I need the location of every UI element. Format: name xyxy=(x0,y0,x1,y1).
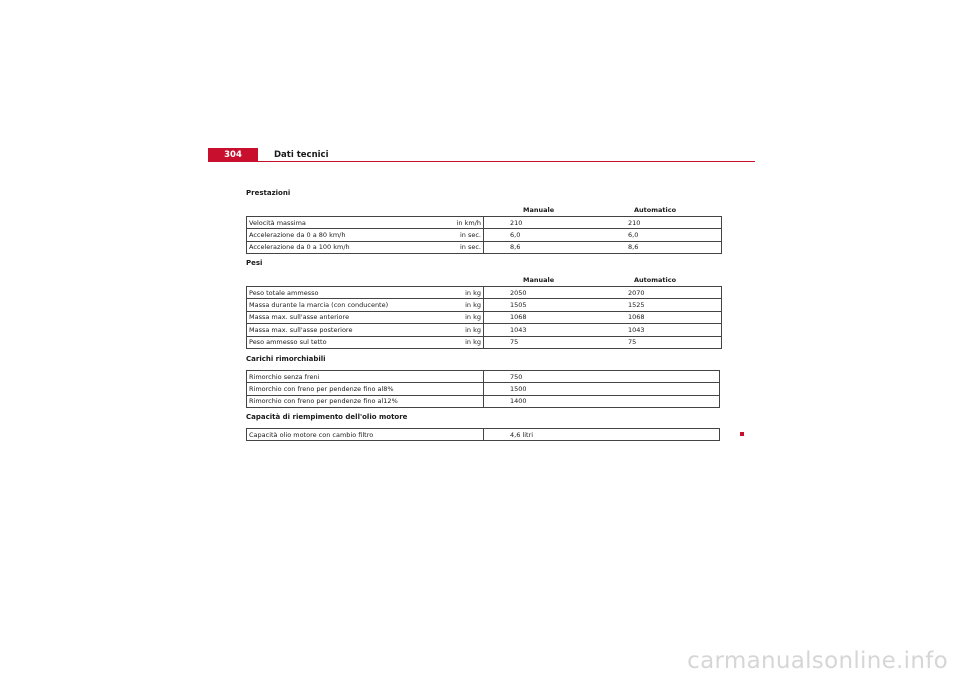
table-row xyxy=(247,429,720,441)
row-unit: in sec. xyxy=(423,241,484,253)
row-value: 750 xyxy=(484,371,720,383)
section-title-carichi-rimorchiabili: Carichi rimorchiabili xyxy=(246,355,326,363)
section-title-olio-motore: Capacità di riempimento dell'olio motore xyxy=(246,413,408,421)
value-manuale: 6,0 xyxy=(484,229,603,241)
row-unit: in km/h xyxy=(423,217,484,229)
running-head: Dati tecnici xyxy=(274,150,329,160)
value-manuale: 75 xyxy=(484,336,603,348)
value-automatico: 2070 xyxy=(602,287,722,299)
row-unit: in kg xyxy=(423,324,484,336)
value-manuale: 2050 xyxy=(484,287,603,299)
section-title-pesi: Pesi xyxy=(246,259,263,267)
value-automatico: 1068 xyxy=(602,311,722,323)
end-of-section-marker xyxy=(740,432,744,436)
column-header-manuale: Manuale xyxy=(523,206,555,214)
value-manuale: 1505 xyxy=(484,299,603,311)
value-manuale: 8,6 xyxy=(484,241,603,253)
row-label: Accelerazione da 0 a 100 km/h xyxy=(247,241,424,253)
table-row xyxy=(247,395,720,407)
value-automatico: 1043 xyxy=(602,324,722,336)
row-unit: in sec. xyxy=(423,229,484,241)
row-unit: in kg xyxy=(423,287,484,299)
row-label: Capacità olio motore con cambio filtro xyxy=(247,429,484,441)
row-label: Rimorchio senza freni xyxy=(247,371,484,383)
value-automatico: 6,0 xyxy=(602,229,722,241)
table-row xyxy=(247,336,722,348)
table-pesi xyxy=(246,286,722,349)
row-unit: in kg xyxy=(423,299,484,311)
row-unit: in kg xyxy=(423,311,484,323)
row-label: Peso ammesso sul tetto xyxy=(247,336,424,348)
header-rule xyxy=(208,161,755,162)
value-manuale: 210 xyxy=(484,217,603,229)
table-row xyxy=(247,217,722,229)
value-manuale: 1068 xyxy=(484,311,603,323)
row-label: Rimorchio con freno per pendenze fino al12% xyxy=(247,395,484,407)
column-header-automatico: Automatico xyxy=(634,276,677,284)
column-header-manuale: Manuale xyxy=(523,276,555,284)
table-row xyxy=(247,383,720,395)
row-value: 1400 xyxy=(484,395,720,407)
table-row xyxy=(247,371,720,383)
value-automatico: 210 xyxy=(602,217,722,229)
row-label: Rimorchio con freno per pendenze fino al8% xyxy=(247,383,484,395)
table-row xyxy=(247,229,722,241)
value-manuale: 1043 xyxy=(484,324,603,336)
watermark: carmanualsonline.info xyxy=(687,648,948,674)
row-value: 1500 xyxy=(484,383,720,395)
section-title-prestazioni: Prestazioni xyxy=(246,189,291,197)
value-automatico: 75 xyxy=(602,336,722,348)
row-label: Peso totale ammesso xyxy=(247,287,424,299)
row-unit: in kg xyxy=(423,336,484,348)
row-label: Velocità massima xyxy=(247,217,424,229)
row-label: Massa max. sull'asse posteriore xyxy=(247,324,424,336)
column-header-automatico: Automatico xyxy=(634,206,677,214)
table-row xyxy=(247,311,722,323)
table-row xyxy=(247,241,722,253)
value-automatico: 1525 xyxy=(602,299,722,311)
table-prestazioni xyxy=(246,216,722,254)
table-row xyxy=(247,287,722,299)
page-number: 304 xyxy=(208,148,258,162)
row-value: 4,6 litri xyxy=(484,429,720,441)
value-automatico: 8,6 xyxy=(602,241,722,253)
table-row xyxy=(247,299,722,311)
table-row xyxy=(247,324,722,336)
table-olio-motore xyxy=(246,428,720,441)
row-label: Accelerazione da 0 a 80 km/h xyxy=(247,229,424,241)
row-label: Massa max. sull'asse anteriore xyxy=(247,311,424,323)
table-carichi-rimorchiabili xyxy=(246,370,720,408)
row-label: Massa durante la marcia (con conducente) xyxy=(247,299,424,311)
